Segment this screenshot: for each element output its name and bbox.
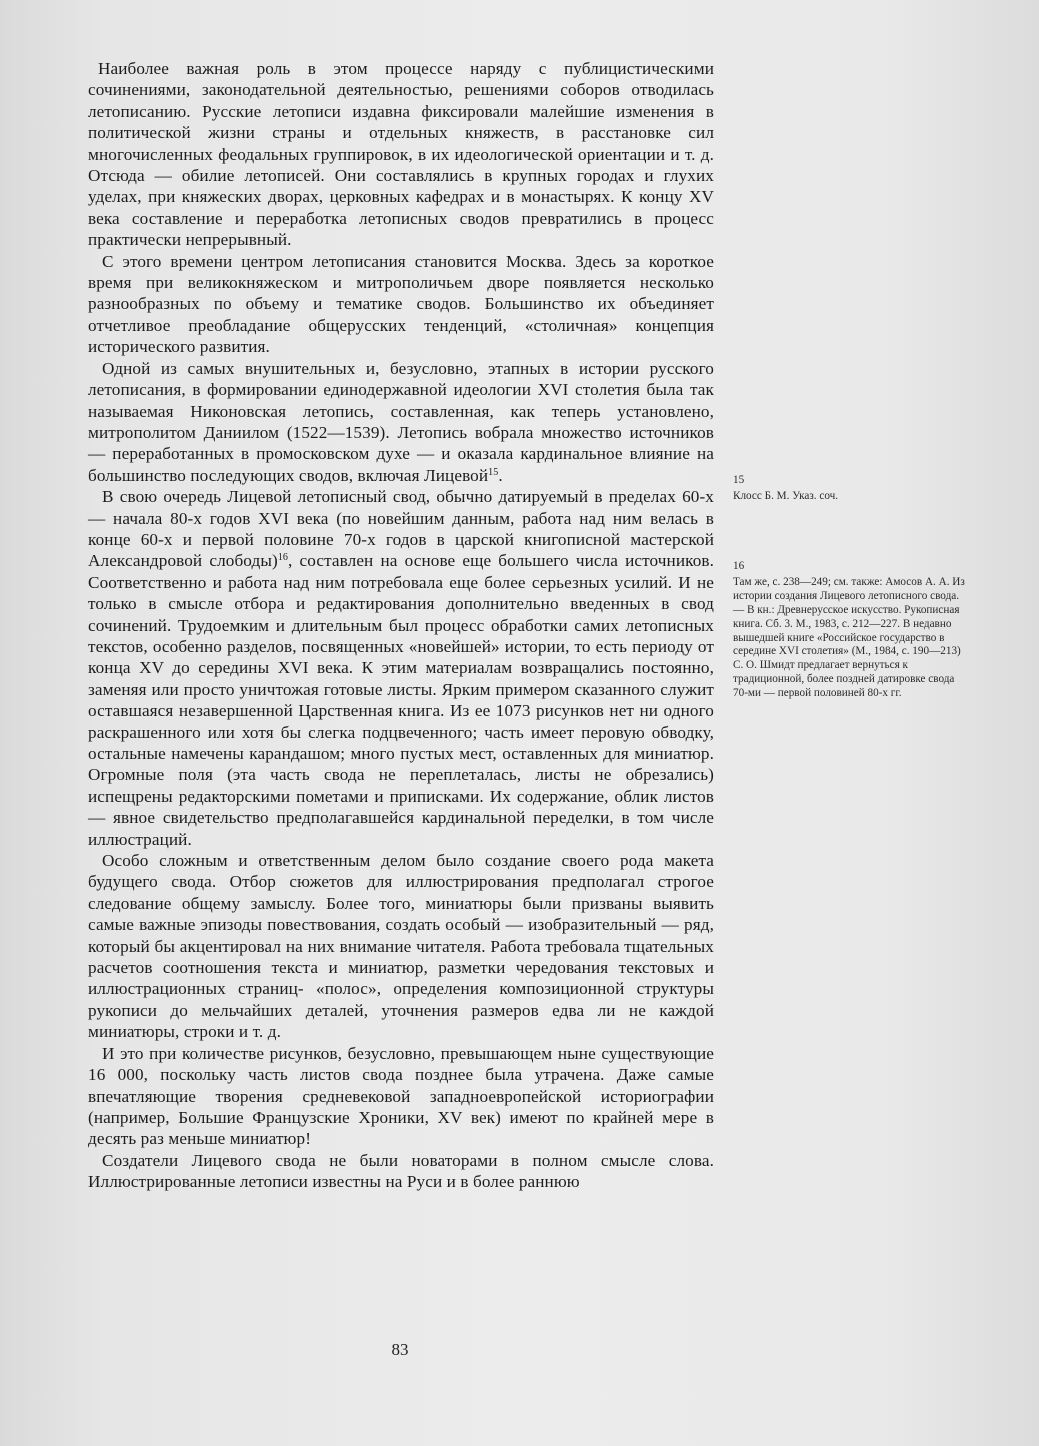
paragraph-3-end: . bbox=[498, 465, 503, 485]
footnote-number: 16 bbox=[733, 560, 745, 572]
footnote-ref-16[interactable]: 16 bbox=[277, 552, 289, 564]
footnote-16 bbox=[733, 560, 968, 701]
paragraph-2: С этого времени центром летописания становится Москва. Здесь за короткое время при великокняжеском и митрополичьем дворе появляется несколько разнообразных по объему и тематике сводов. Большинство их объединяет отчетливое преобладание общерусских тенденций, «столичная» концепция исторического развития. bbox=[88, 251, 714, 357]
paragraph-3 bbox=[88, 358, 714, 486]
paragraph-6: И это при количестве рисунков, безусловно, превышающем ныне существующие 16 000, поскольку часть листов свода позднее была утрачена. Даже самые впечатляющие творения средневековой западноевропейской историографии (например, Большие Французские Хроники, XV век) имеют по крайней мере в десять раз меньше миниатюр! bbox=[88, 1043, 714, 1149]
footnote-text: Клосс Б. М. Указ. соч. bbox=[733, 489, 839, 502]
paragraph-1: Наиболее важная роль в этом процессе наряду с публицистическими сочинениями, законодательной деятельностью, решениями соборов отводилась летописанию. Русские летописи издавна фиксировали малейшие изменения в политической жизни страны и отдельных княжеств, в расстановке сил многочисленных феодальных группировок, в их идеологической ориентации и т. д. Отсюда — обилие летописей. Они составлялись в крупных городах и глухих уделах, при княжеских дворах, церковных кафедрах и в монастырях. К концу XV века составление и переработка летописных сводов превратились в процесс практически непрерывный. bbox=[88, 59, 714, 250]
main-text-column bbox=[88, 58, 714, 1193]
page-number: 83 bbox=[391, 1340, 409, 1359]
paragraph-3-text: Одной из самых внушительных и, безусловно, этапных в истории русского летописания, в формировании единодержавной идеологии XVI столетия была так называемая Никоновская летопись, составленная, как теперь установлено, митрополитом Даниилом (1522—1539). Летопись вобрала множество источников — переработанных в промосковском духе — и оказала кардинальное влияние на большинство последующих сводов, включая Лицевой bbox=[88, 358, 714, 485]
footnote-15 bbox=[733, 474, 968, 504]
paragraph-4-text: В свою очередь Лицевой летописный свод, обычно датируемый в пределах 60-х — начала 80-х годов XVI века (по новейшим данным, работа над ним велась в конце 60-х и первой половине 70-х годов в царской книгописной мастерской Александровой слободы) bbox=[88, 487, 714, 571]
footnote-ref-15[interactable]: 15 bbox=[488, 466, 499, 478]
paragraph-5: Особо сложным и ответственным делом было создание своего рода макета будущего свода. Отбор сюжетов для иллюстрирования предполагал строгое следование общему замыслу. Более того, миниатюры были призваны выявить самые важные эпизоды повествования, создать особый — изобразительный — ряд, который бы акцентировал на них внимание читателя. Работа требовала тщательных расчетов соотношения текста и миниатюр, разметки чередования текстовых и иллюстрационных страниц- «полос», определения композиционной структуры рукописи до мельчайших деталей, уточнения размеров едва ли не каждой миниатюры, строки и т. д. bbox=[88, 851, 714, 1042]
paragraph-4-continuation: , составлен на основе еще большего числа источников. Соответственно и работа над ним потребовала еще более серьезных усилий. И не только в смысле отбора и редактирования дополнительно введенных в свод сочинений. Трудоемким и длительным был процесс обработки самих летописных текстов, особенно разделов, посвященных «новейшей» истории, то есть периоду от конца XV до середины XVI века. К этим материалам возвращались постоянно, заменяя или просто уничтожая готовые листы. Ярким примером сказанного служит оставшаяся незавершенной Царственная книга. Из ее 1073 рисунков нет ни одного раскрашенного или хотя бы слегка подцвеченного; часть имеет перовую обводку, остальные намечены карандашом; много пустых мест, оставленных для миниатюр. Огромные поля (эта часть свода не переплеталась, листы не обрезались) испещрены редакторскими пометами и приписками. Их содержание, облик листов — явное свидетельство предполагавшейся кардинальной переделки, в том числе иллюстраций. bbox=[88, 551, 714, 849]
footnote-number: 15 bbox=[733, 474, 745, 486]
paragraph-7: Создатели Лицевого свода не были новаторами в полном смысле слова. Иллюстрированные летописи известны на Руси и в более раннюю bbox=[88, 1150, 714, 1192]
footnote-text: Там же, с. 238—249; см. также: Амосов А. А. Из истории создания Лицевого летописного свода. — В кн.: Древнерусское искусство. Рукописная книга. Сб. 3. М., 1983, с. 212—227. В недавно вышедшей книге «Российское государство в середине XVI столетия» (М., 1984, с. 190—213) С. О. Шмидт предлагает вернуться к традиционной, более поздней датировке свода 70-ми — первой половиней 80-х гг. bbox=[733, 575, 965, 700]
paragraph-4 bbox=[88, 486, 714, 850]
